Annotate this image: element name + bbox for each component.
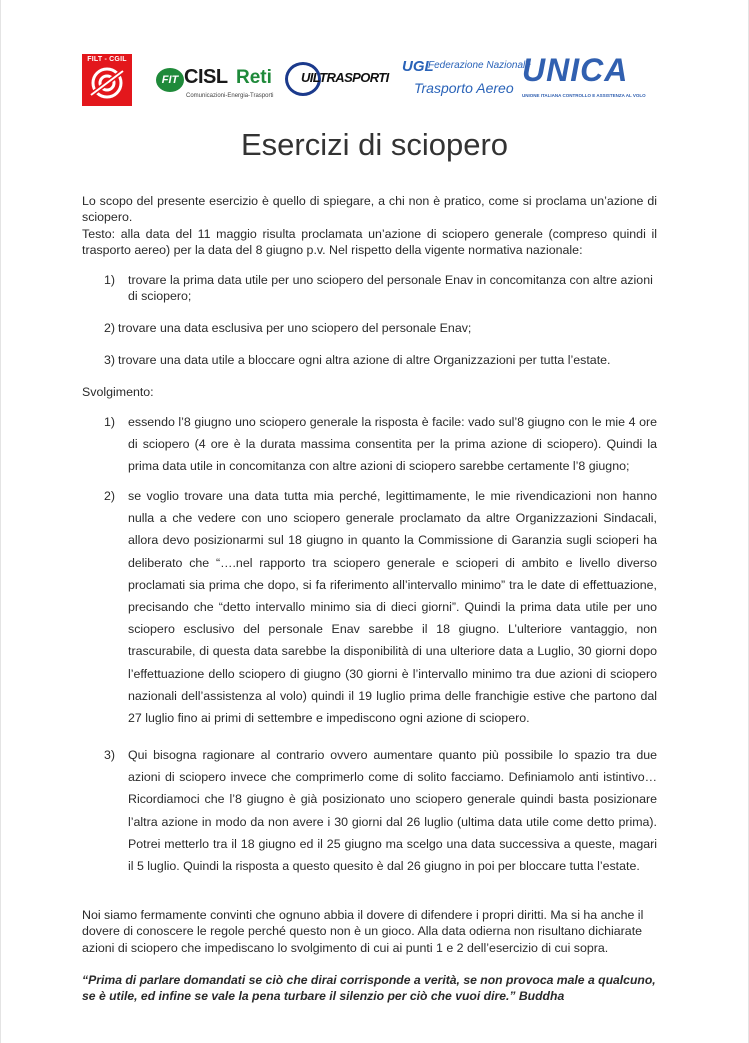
question-text: trovare la prima data utile per uno sciopero del personale Enav in concomitanza con altre azioni di sciopero;: [128, 273, 653, 304]
ugl-wordmark: UGL: [402, 58, 434, 75]
answer-number: 3): [104, 748, 116, 762]
question-item-1: [104, 272, 657, 305]
cisl-subtitle: Comunicazioni-Energia-Trasporti: [186, 93, 274, 99]
question-text: trovare una data esclusiva per uno sciopero del personale Enav;: [118, 321, 472, 335]
filt-cgil-logo: [82, 54, 132, 106]
intro-paragraph: [82, 193, 657, 258]
intro-text: Lo scopo del presente esercizio è quello di spiegare, a chi non è pratico, come si proclama un’azione di sciopero.: [82, 194, 657, 225]
fit-badge: FIT: [156, 68, 184, 92]
cisl-wordmark: CISL: [184, 66, 228, 88]
buddha-quote: “Prima di parlare domandati se ciò che dirai corrisponde a verità, se non provoca male a qualcuno, se è utile, ed infine se vale la pena turbare il silenzio per ciò che vuoi dire.” Buddha: [82, 973, 656, 1004]
reti-wordmark: Reti: [236, 67, 272, 88]
logo-strip: [82, 52, 652, 108]
ugl-logo: [402, 56, 531, 100]
unica-subtitle: UNIONE ITALIANA CONTROLLO E ASSISTENZA AL VOLO: [522, 93, 646, 98]
svolgimento-label: Svolgimento:: [82, 385, 154, 399]
question-number: 2): [104, 321, 116, 335]
uil-wordmark: UILTRASPORTI: [301, 70, 389, 85]
question-item-3: [104, 352, 657, 368]
answer-number: 2): [104, 489, 116, 503]
testo-text: Testo: alla data del 11 maggio risulta proclamata un’azione di sciopero generale (compreso quindi il trasporto aereo) per la data del 8 giugno p.v. Nel rispetto della vigente normativa nazionale:: [82, 226, 657, 257]
uiltrasporti-logo: [285, 60, 393, 98]
closing-paragraph: Noi siamo fermamente convinti che ognuno abbia il dovere di difendere i propri diritti. Ma si ha anche il dovere di conoscere le regole perché questo non è un gioco. Alla data odierna non risultano dichiarate azioni di sciopero che impediscano lo svolgimento di cui ai punti 1 e 2 dell’esercizio di cui sopra.: [82, 908, 644, 955]
unica-logo: [522, 52, 650, 102]
page-title: Esercizi di sciopero: [240, 127, 509, 162]
unica-wordmark: UNICA: [522, 52, 629, 88]
ugl-trasporto: Trasporto Aereo: [414, 80, 514, 96]
question-number: 3): [104, 353, 116, 367]
answer-text: se voglio trovare una data tutta mia perché, legittimamente, le mie rivendicazioni non hanno nulla a che vedere con uno sciopero generale proclamato da altre Organizzazioni Sindacali, allora devo posizionarmi sul 18 giugno in quanto la Commissione di Garanzia sugli scioperi ha deliberato che “….nel rapporto tra sciopero generale e scioperi di ambito e livello diverso proclamati sia prima che dopo, si fa riferimento all’intervallo minimo” tra le date di effettuazione, precisando che “detto intervallo minimo sia di dieci giorni”. Quindi la prima data utile per uno sciopero esclusivo del personale Enav sarebbe il 18 giugno. L’ulteriore vantaggio, non trascurabile, di questa data sarebbe la disponibilità di una ulteriore data a Luglio, 30 giorni dopo l’effettuazione dello sciopero di giugno (30 giorni è l’intervallo minimo tra due azioni di sciopero nazionali dell’assistenza al volo) quindi il 19 luglio prima delle franchigie estive che partono dal 27 luglio fino ai primi di settembre e impediscono ogni azione di sciopero.: [128, 489, 657, 726]
question-item-2: [104, 320, 657, 336]
answer-text: Qui bisogna ragionare al contrario ovvero aumentare quanto più possibile lo spazio tra due azioni di sciopero invece che comprimerlo come di solito facciamo. Definiamolo anti istintivo… Ricordiamoci che l’8 giugno è già posizionato uno sciopero generale quindi basta posizionare l’altra azione in modo da non avere i 30 giorni dal 26 luglio (ultima data utile come detto prima). Potrei metterlo tra il 18 giugno ed il 25 giugno ma scelgo una data successiva a queste, magari il 5 luglio. Quindi la risposta a questo quesito è dal 26 giugno in poi per bloccare tutta l’estate.: [128, 748, 657, 874]
answer-number: 1): [104, 415, 116, 429]
question-number: 1): [104, 273, 116, 287]
question-text: trovare una data utile a bloccare ogni altra azione di altre Organizzazioni per tutta l’estate.: [118, 353, 611, 367]
fit-cisl-reti-logo: [156, 66, 278, 100]
answer-text: essendo l’8 giugno uno sciopero generale la risposta è facile: vado sul’8 giugno con le mie 4 ore di sciopero (4 ore è la durata massima consentita per la prima azione di sciopero). Quindi la prima data utile in concomitanza con altre azioni di sciopero sarebbe certamente l’8 giugno;: [128, 415, 657, 474]
cgil-emblem-icon: [87, 65, 127, 101]
filt-cgil-label: FILT - CGIL: [87, 56, 127, 63]
ugl-federazione: Federazione Nazionale: [428, 60, 531, 71]
